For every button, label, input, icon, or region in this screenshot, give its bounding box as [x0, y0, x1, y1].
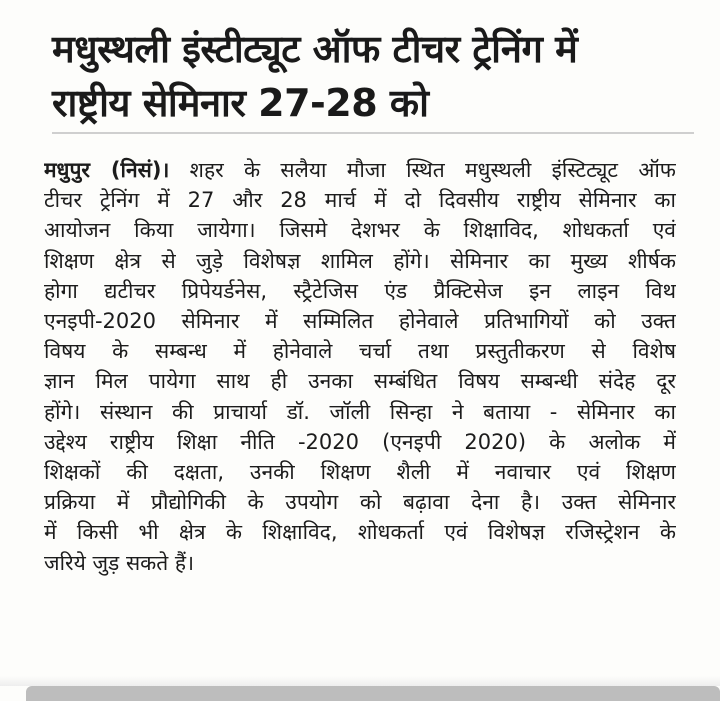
bottom-shadow: [0, 676, 720, 686]
body-line-11: शिक्षकों की दक्षता, उनकी शिक्षण शैली में नवाचार एवं शिक्षण: [44, 460, 676, 485]
headline: [52, 22, 692, 130]
dateline: मधुपुर (निसं)।: [44, 158, 170, 182]
body-line-10: उद्देश्य राष्ट्रीय शिक्षा नीति -2020 (एनइपी 2020) के अलोक में: [44, 429, 676, 454]
body-line-9: होंगे। संस्थान की प्राचार्या डॉ. जॉली सिन्हा ने बताया - सेमिनार का: [44, 399, 676, 424]
body-line-13: में किसी भी क्षेत्र के शिक्षाविद, शोधकर्ता एवं विशेषज्ञ रजिस्ट्रेशन के: [44, 520, 676, 545]
body-line-2: टीचर ट्रेनिंग में 27 और 28 मार्च में दो दिवसीय राष्ट्रीय सेमिनार का: [44, 188, 676, 213]
headline-line-2: राष्ट्रीय सेमिनार 27-28 को: [52, 81, 429, 125]
headline-line-1: मधुस्थली इंस्टीट्यूट ऑफ टीचर ट्रेनिंग में: [52, 27, 578, 71]
body-line-14: जरिये जुड़ सकते हैं।: [44, 550, 195, 575]
body-line-12: प्रक्रिया में प्रौद्योगिकी के उपयोग को बढ़ावा देना है। उक्त सेमिनार: [44, 490, 676, 515]
body-line-3: आयोजन किया जायेगा। जिसमे देशभर के शिक्षाविद, शोधकर्ता एवं: [44, 218, 676, 243]
headline-divider: [52, 132, 694, 134]
body-line-4: शिक्षण क्षेत्र से जुड़े विशेषज्ञ शामिल होंगे। सेमिनार का मुख्य शीर्षक: [44, 248, 676, 273]
body-line-6: एनइपी-2020 सेमिनार में सम्मिलित होनेवाले प्रतिभागियों को उक्त: [44, 309, 676, 334]
body-line-8: ज्ञान मिल पायेगा साथ ही उनका सम्बंधित विषय सम्बन्धी संदेह दूर: [44, 369, 676, 394]
body-line-5: होगा द्यटीचर प्रिपेयर्डनेस, स्ट्रैटेजिस एंड प्रैक्टिसेज इन लाइन विथ: [44, 278, 676, 303]
cropped-text-fragment: [20, 0, 80, 6]
body-line-7: विषय के सम्बन्ध में होनेवाले चर्चा तथा प्रस्तुतीकरण से विशेष: [44, 339, 676, 364]
body-line-1: [44, 155, 676, 185]
article-body: [44, 155, 676, 578]
bottom-edge-bar: [26, 686, 720, 701]
body-line-1-text: शहर के सलैया मौजा स्थित मधुस्थली इंस्टिट्यूट ऑफ: [169, 158, 676, 182]
